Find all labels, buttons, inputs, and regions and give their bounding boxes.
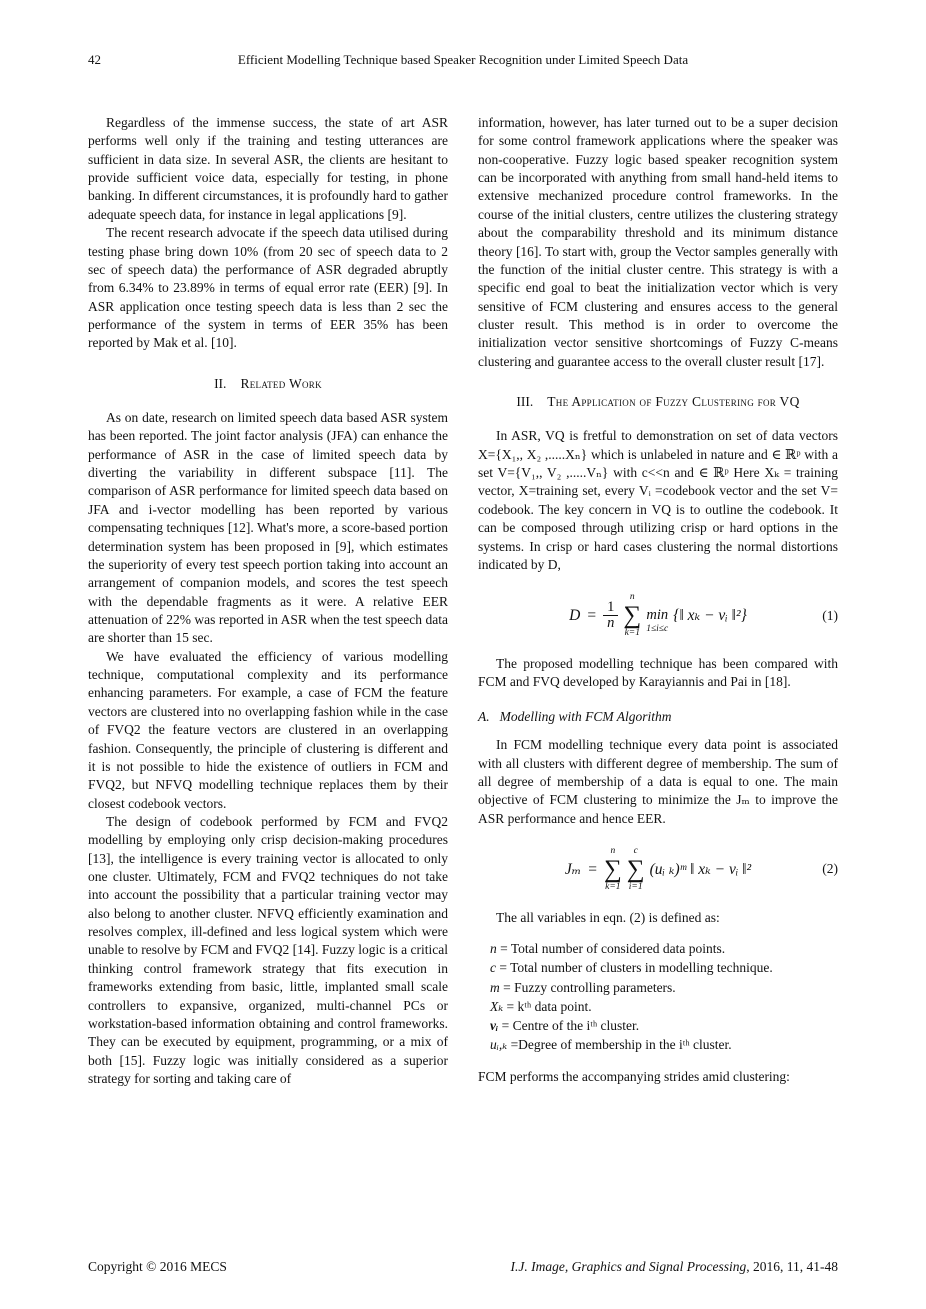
summation-operator-outer — [604, 846, 622, 893]
running-title: Efficient Modelling Technique based Speaker Recognition under Limited Speech Data — [237, 52, 689, 67]
summation-operator — [623, 592, 641, 639]
equals-sign: = — [587, 607, 597, 625]
paragraph: information, however, has later turned out to be a super decision for some control framework applications where the speaker was non-cooperative. Fuzzy logic based speaker recognition system can be incorporated with anything from small hand-held items to extensive mechanized procedure control frameworks. In the course of the initial clusters, centre utilizes the clustering strategy about the comparability threshold and its minimum distance theory [16]. To start with, group the Vector samples generally with the function of the initial cluster centre. This strategy is with a specific end goal to beat the initialization vector which is very sensitive of FCM clustering and ensures access to the general cluster result. This method is in order to overcome the initialization vector sensitive shortcomings of Fuzzy C-means clustering and guarantee access to the overall cluster result [17]. — [478, 115, 838, 369]
min-symbol: min — [646, 606, 669, 623]
definition-item — [490, 958, 838, 977]
equation-2 — [478, 846, 838, 893]
sum-lower-limit: k=1 — [624, 628, 640, 639]
journal-citation — [511, 1259, 838, 1275]
variable-definition: = Fuzzy controlling parameters. — [499, 979, 676, 995]
subsection-title: Modelling with FCM Algorithm — [499, 708, 672, 724]
equation-expression: (uᵢ ₖ)ᵐ ‖ xₖ − vᵢ ‖² — [649, 860, 752, 878]
min-condition: 1≤i≤c — [646, 623, 669, 634]
subsection-number: A. — [478, 708, 490, 724]
paragraph: FCM performs the accompanying strides amid clustering: — [478, 1069, 790, 1085]
sum-lower-limit: k=1 — [605, 881, 621, 892]
subsection-heading-fcm-algorithm — [478, 708, 838, 726]
paragraph: We have evaluated the efficiency of various modelling technique, computational complexity and its performance enhancing parameters. For example, a case of FCM the feature vectors are clustered into no overlapping fashion while in the case of FVQ2 the feature vectors are clustered in an overlapping fashion. Consequently, the principle of clustering is different and it is not possible to hide the existence of outliers in FCM and FVQ2, but NFVQ modelling technique replaces them by their closest codebook vectors. — [88, 648, 448, 811]
equation-1-body — [569, 592, 747, 639]
variable-definition: = Centre of the iᵗʰ cluster. — [498, 1017, 640, 1033]
variable-term: Xₖ — [490, 998, 504, 1014]
paragraph: The recent research advocate if the speech data utilised during testing phase bring down 10% (from 20 sec of speech data to 2 sec of speech data) the performance of ASR degraded abruptly from 6.34% to 23.89% in terms of equal error rate (EER) [9]. In ASR application once testing speech data is less than 2 sec the performance of the system in terms of EER 35% has been reported by Mak et al. [10]. — [88, 225, 448, 351]
variable-term: m — [490, 979, 500, 995]
sum-upper-limit: n — [629, 592, 635, 603]
equation-2-body — [565, 846, 751, 893]
paragraph: The design of codebook performed by FCM and FVQ2 modelling by employing only crisp decision-making procedures [13], the intelligence is every training vector is allocated to only one cluster. Ultimately, FCM and FVQ2 techniques do not take into account the possibility that a particular training vector may also belong to another cluster. NFVQ efficiently examination and resolves complex, ill-defined and less logical system which were unable to resolve by FCM and FVQ2 [14]. Fuzzy logic is a critical thinking control framework strategy that fits execution in frameworks extending from basic, little, implanted small scale controllers to expansive, organized, multi-channel PCs or workstation-based information obtaining and control frameworks. They can be executed by equipment, programming, or a mix of both [15]. Fuzzy logic was initially considered as a superior strategy for sorting and taking care of — [88, 813, 448, 1086]
paragraph: Regardless of the immense success, the state of art ASR performs well only if the training and testing utterances are sufficient in data size. In several ASR, the clients are hesitant to provide sufficient voice data, especially for testing, in phone banking. In different circumstances, it is profoundly hard to gather adequate speech data, for instance in legal applications [9]. — [88, 115, 448, 222]
sigma-symbol: ∑ — [626, 855, 645, 883]
equation-number: (2) — [822, 861, 838, 877]
sigma-symbol: ∑ — [603, 855, 622, 883]
section-number: II. — [214, 375, 227, 391]
equals-sign: = — [588, 860, 597, 878]
journal-title: I.J. Image, Graphics and Signal Processing — [510, 1259, 747, 1274]
paragraph: The all variables in eqn. (2) is defined as: — [496, 909, 720, 925]
definition-item — [490, 997, 838, 1016]
min-operator — [646, 597, 668, 635]
left-column — [88, 114, 448, 1088]
paragraph: In ASR, VQ is fretful to demonstration on set of data vectors X={X₁,, X₂ ,.....Xₙ} which is unlabeled in nature and ∈ ℝᵖ with a set V={V₁,, V₂ ,.....Vₙ} with c<<n and ∈ ℝᵖ Here Xₖ = training vector, X=training set, every Vᵢ =codebook vector and the set V= codebook. The key concern in VQ is to outline the codebook. It can be composed through utilizing crisp or hard options in the systems. In crisp or hard cases clustering the normal distortions indicated by D, — [478, 428, 838, 572]
definition-item — [490, 939, 838, 958]
definition-item — [490, 978, 838, 997]
variable-definitions — [478, 939, 838, 1054]
equation-lhs: D — [569, 607, 581, 625]
variable-definition: = kᵗʰ data point. — [503, 998, 592, 1014]
paragraph: The proposed modelling technique has been compared with FCM and FVQ developed by Karayiannis and Pai in [18]. — [478, 656, 838, 690]
summation-operator-inner — [627, 846, 645, 893]
fraction-numerator: 1 — [603, 600, 618, 616]
variable-definition: = Total number of clusters in modelling technique. — [496, 960, 773, 976]
journal-issue: , 2016, 11, 41-48 — [746, 1259, 838, 1274]
variable-definition: =Degree of membership in the iᵗʰ cluster. — [507, 1036, 732, 1052]
page-footer — [88, 1259, 838, 1275]
variable-term: vᵢ — [490, 1017, 499, 1033]
sum-upper-limit: n — [610, 845, 616, 856]
equation-1 — [478, 592, 838, 639]
paragraph: As on date, research on limited speech data based ASR system has been reported. The joint factor analysis (JFA) can enhance the performance of ASR in the case of limited speech data by diverting the variability in different subspace [11]. The comparison of ASR performance for limited speech data based on JFA and i-vector modelling has been reported by various compensating techniques [12]. What's more, a score-based portion determination system has been proposed in [9], which estimates the superiority of every test speech portion taking into account an arrangement of companion models, and scores the test speech with the dependable fragments as it were. A relative EER attenuation of 22% was reported in ASR when the test speech data are shorter than 15 sec. — [88, 410, 448, 646]
section-number: III. — [516, 394, 534, 410]
variable-term: n — [490, 941, 497, 957]
two-column-body — [88, 114, 838, 1088]
fraction — [603, 600, 618, 631]
variable-definition: = Total number of considered data points. — [496, 941, 726, 957]
page-number: 42 — [88, 52, 101, 67]
sum-lower-limit: i=1 — [628, 881, 643, 892]
right-column — [478, 114, 838, 1088]
variable-term: uᵢ,ₖ — [490, 1036, 508, 1052]
sum-upper-limit: c — [633, 845, 638, 856]
equation-lhs: Jₘ — [564, 860, 582, 878]
equation-expression: {‖ xₖ − vᵢ ‖²} — [673, 607, 747, 625]
section-heading-related-work — [88, 375, 448, 393]
sigma-symbol: ∑ — [623, 602, 642, 630]
definition-item — [490, 1035, 838, 1054]
section-title: Related Work — [240, 375, 322, 391]
paragraph: In FCM modelling technique every data point is associated with all clusters with different degree of membership. The sum of all degree of membership of a data is equal to one. The main objective of FCM clustering to minimize the Jₘ to improve the ASR performance and hence EER. — [478, 737, 838, 826]
copyright-notice: Copyright © 2016 MECS — [88, 1259, 227, 1274]
section-heading-fuzzy-clustering — [478, 393, 838, 411]
page-header — [88, 52, 838, 68]
fraction-denominator: n — [607, 615, 615, 632]
definition-item — [490, 1016, 838, 1035]
equation-number: (1) — [822, 607, 838, 623]
section-title: The Application of Fuzzy Clustering for VQ — [547, 394, 800, 410]
variable-term: c — [490, 960, 496, 976]
